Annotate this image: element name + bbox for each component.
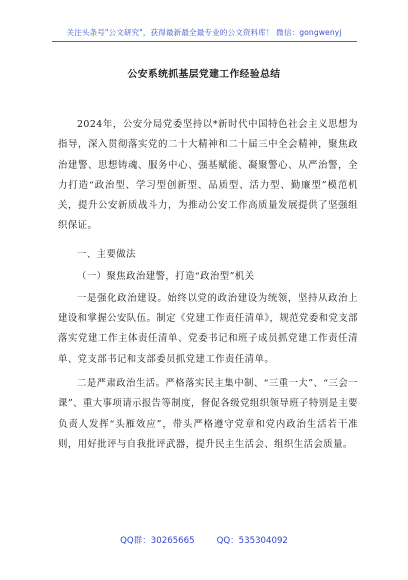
header-divider [52,41,357,42]
paragraph-political-building: 一是强化政治建设。始终以党的政治建设为统领，坚持从政治上建设和掌握公安队伍。制定《党建工作责任清单》，规范党委和党支部落实党建工作主体责任清单、党委书记和班子成员抓党建工作责任清单、党支部书记和支部委员抓党建工作责任清单。 [58,292,358,365]
intro-paragraph: 2024年，公安分局党委坚持以*新时代中国特色社会主义思想为指导，深入贯彻落实党的二十大精神和二十届三中全会精神，聚焦政治建警、思想铸魂、服务中心、强基赋能、凝聚警心、从严治警，全力打造“政治型、学习型创新型、品质型、活力型、勤廉型”模范机关，提升公安新质战斗力，为推动公安工作高质量发展提供了坚强组织保证。 [58,119,358,232]
footer-qq-group: QQ群：30265665 [120,536,195,546]
paragraph-political-life: 二是严肃政治生活。严格落实民主集中制、“三重一大”、“三会一课”、重大事项请示报告等制度，督促各级党组织领导班子特别是主要负责人发挥“头雁效应”，带头严格遵守党章和党内政治生活若干准则，用好批评与自我批评武器，提升民主生活会、组织生活会质量。 [58,377,359,450]
document-body [58,115,358,455]
footer-contact [0,534,408,546]
footer-qq: QQ：535304092 [216,536,288,546]
subsection-heading-political: （一）聚焦政治建警，打造“政治型”机关 [77,270,255,282]
header-banner: 关注头条号"公文研究"，获得最新最全最专业的公文资料库！ 微信：gongwenyj [66,28,342,37]
document-title: 公安系统抓基层党建工作经验总结 [127,69,281,80]
section-heading-main-practices: 一、主要做法 [77,248,136,260]
